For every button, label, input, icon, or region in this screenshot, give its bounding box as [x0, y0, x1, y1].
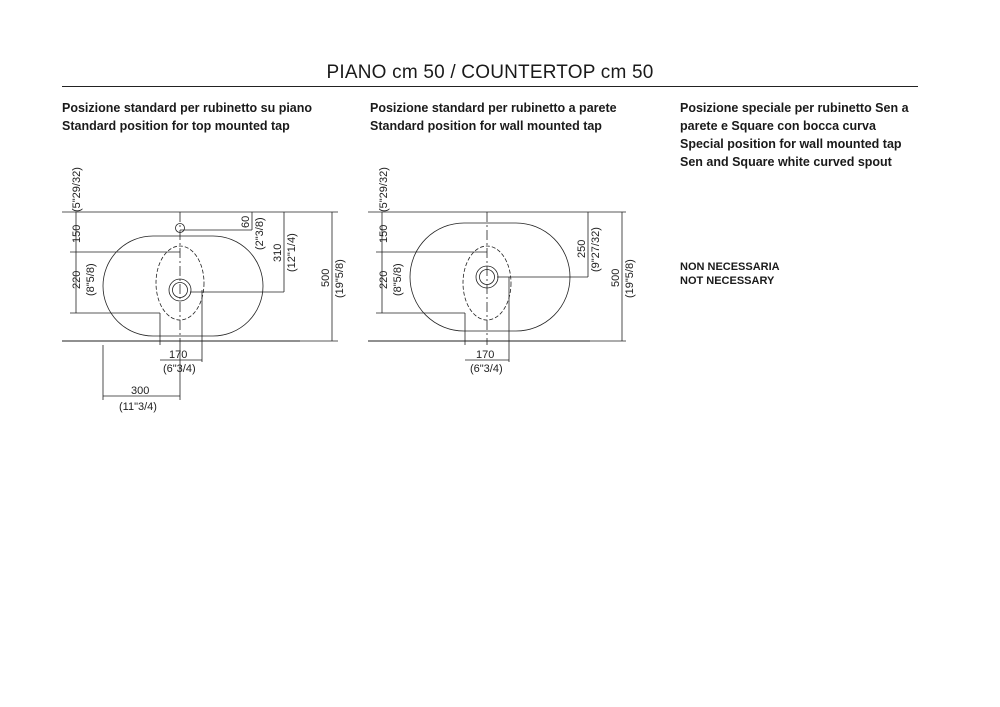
dim-label: 500 — [610, 268, 622, 287]
caption-line: Standard position for wall mounted tap — [370, 119, 602, 133]
note-line: NON NECESSARIA — [680, 261, 780, 273]
note-line: NOT NECESSARY — [680, 275, 775, 287]
drawing-wall-mounted-labels — [378, 167, 636, 375]
dim-label: 150 — [71, 224, 83, 243]
caption-line: Posizione speciale per rubinetto Sen a — [680, 101, 909, 115]
dim-label: (8"5/8) — [85, 263, 97, 296]
dim-label: (6"3/4) — [470, 363, 503, 375]
caption-line: Posizione standard per rubinetto su piano — [62, 101, 313, 115]
caption-line: Standard position for top mounted tap — [62, 119, 290, 133]
dim-label: (19"5/8) — [624, 259, 636, 298]
dim-label: 220 — [378, 270, 390, 289]
dim-label: (5"29/32) — [378, 167, 390, 212]
dim-label: (12"1/4) — [286, 233, 298, 272]
dim-label: (6"3/4) — [163, 363, 196, 375]
basin-outline — [103, 236, 263, 336]
dim-label: 60 — [240, 215, 252, 228]
dim-label: (19"5/8) — [334, 259, 346, 298]
caption-line: parete e Square con bocca curva — [680, 119, 876, 133]
dim-label: (2"3/8) — [254, 217, 266, 250]
caption-line: Special position for wall mounted tap — [680, 137, 902, 151]
caption-line: Sen and Square white curved spout — [680, 155, 892, 169]
dim-label: 300 — [131, 385, 150, 397]
dim-label: (5"29/32) — [71, 167, 83, 212]
caption-line: Posizione standard per rubinetto a parete — [370, 101, 617, 115]
page-title: PIANO cm 50 / COUNTERTOP cm 50 — [326, 62, 654, 83]
dim-label: 150 — [378, 224, 390, 243]
dim-label: 250 — [576, 239, 588, 258]
drawing-top-mounted-labels — [71, 167, 346, 413]
dim-label: (11"3/4) — [119, 401, 157, 413]
dim-label: 500 — [320, 268, 332, 287]
drawing-wall-mounted — [368, 212, 626, 362]
dim-label: (9"27/32) — [590, 227, 602, 272]
dim-label: 310 — [272, 243, 284, 262]
dim-label: 170 — [476, 349, 495, 361]
dim-label: 220 — [71, 270, 83, 289]
dim-label: (8"5/8) — [392, 263, 404, 296]
dim-label: 170 — [169, 349, 188, 361]
